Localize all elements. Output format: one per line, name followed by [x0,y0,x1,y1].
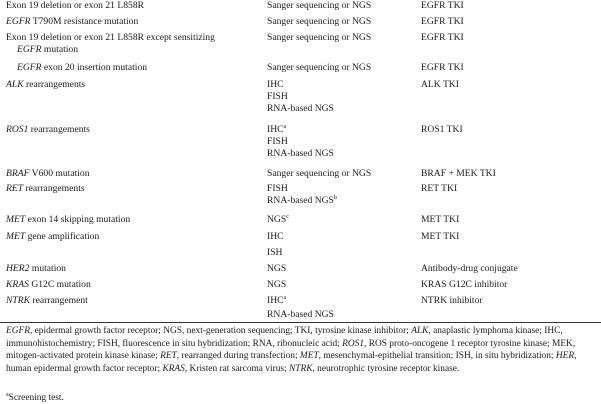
gene-styled-text: NTRK rearrangement [6,295,88,306]
biomarker-cell [6,279,91,291]
biomarker-cell [6,16,138,28]
biomarker-cell: Exon 19 deletion or exon 21 L858R except sensitizing EGFR mutation [6,32,215,55]
therapy-cell: Antibody-drug conjugate [421,263,518,274]
method-cell: Sanger sequencing or NGS [267,168,372,179]
biomarker-cell [6,295,88,307]
biomarker-cell [6,79,85,91]
biomarker-cell [6,231,99,243]
abbreviations-footnote: EGFR, epidermal growth factor receptor; NGS, next-generation sequencing; TKI, tyrosine kinase inhibitor; ALK, anaplastic lymphoma kinase; IHC, immunohistochemistry; FISH, fluorescence in situ hybridization; RNA, ribonucleic acid; ROS1, ROS proto-oncogene 1 receptor tyrosine kinase; MEK, mitogen-activated protein kinase kinase; RET, rearranged during transfection; MET, mesenchymal-epithelial transition; ISH, in situ hybridization; HER, human epidermal growth factor receptor; KRAS, Kristen rat sarcoma virus; NTRK, neurotrophic tyrosine receptor kinase. [6,326,577,374]
therapy-cell: MET TKI [421,231,460,242]
method-cell: Sanger sequencing or NGS [267,16,372,27]
method-cell: Sanger sequencing or NGS [267,0,372,11]
gene-styled-text: KRAS G12C mutation [6,279,91,290]
therapy-cell: MET TKI [421,214,460,225]
gene-styled-text: BRAF V600 mutation [6,168,90,179]
biomarker-cell [6,124,90,136]
method-cell: IHC FISH RNA-based NGS [267,79,334,114]
therapy-cell: RET TKI [421,183,458,194]
gene-styled-text: MET gene amplification [6,231,100,242]
method-cell: IHC$^a$ RNA-based NGS [267,295,334,320]
method-cell: FISH RNA-based NGS$^b$ [267,183,337,206]
therapy-cell: BRAF + MEK TKI [421,168,496,179]
biomarker-cell [6,168,90,180]
therapy-cell: KRAS G12C inhibitor [421,279,508,290]
biomarker-cell [6,183,85,195]
therapy-cell: EGFR TKI [421,62,464,73]
method-cell: Sanger sequencing or NGS [267,32,372,43]
therapy-cell: EGFR TKI [421,32,464,43]
biomarker-cell [17,62,147,74]
gene-styled-text: EGFR exon 20 insertion mutation [17,62,148,73]
therapy-cell: ALK TKI [421,79,459,90]
footnote-marker: a [283,295,287,301]
therapy-cell: ROS1 TKI [421,124,463,135]
gene-styled-text: RET rearrangements [6,183,85,194]
method-cell: Sanger sequencing or NGS [267,62,372,73]
gene-styled-text: EGFR mutation [17,44,79,55]
therapy-cell: EGFR TKI [421,0,464,11]
method-cell: NGS [267,279,287,290]
method-cell: IHC$^a$ FISH RNA-based NGS [267,124,334,159]
method-cell: NGS [267,263,287,274]
gene-styled-text: HER2 mutation [6,263,66,274]
therapy-cell: NTRK inhibitor [421,295,483,306]
biomarker-cell [6,214,130,226]
therapy-cell: EGFR TKI [421,16,464,27]
footnote-marker: b [333,195,337,201]
gene-styled-text: EGFR T790M resistance mutation [6,16,139,27]
method-cell: NGS$^c$ [267,214,289,225]
gene-styled-text: ALK rearrangements [6,79,86,90]
biomarker-cell [6,263,66,275]
screening-footnote: $^a$Screening test. [6,392,64,403]
gene-styled-text: ROS1 rearrangements [6,124,90,135]
footnote-marker: c [286,214,289,220]
biomarker-cell: Exon 19 deletion or exon 21 L858R [6,0,145,11]
table-divider [0,322,601,323]
gene-styled-text: MET exon 14 skipping mutation [6,214,131,225]
method-cell: IHC ISH [267,231,284,258]
footnote-marker: a [283,124,287,130]
